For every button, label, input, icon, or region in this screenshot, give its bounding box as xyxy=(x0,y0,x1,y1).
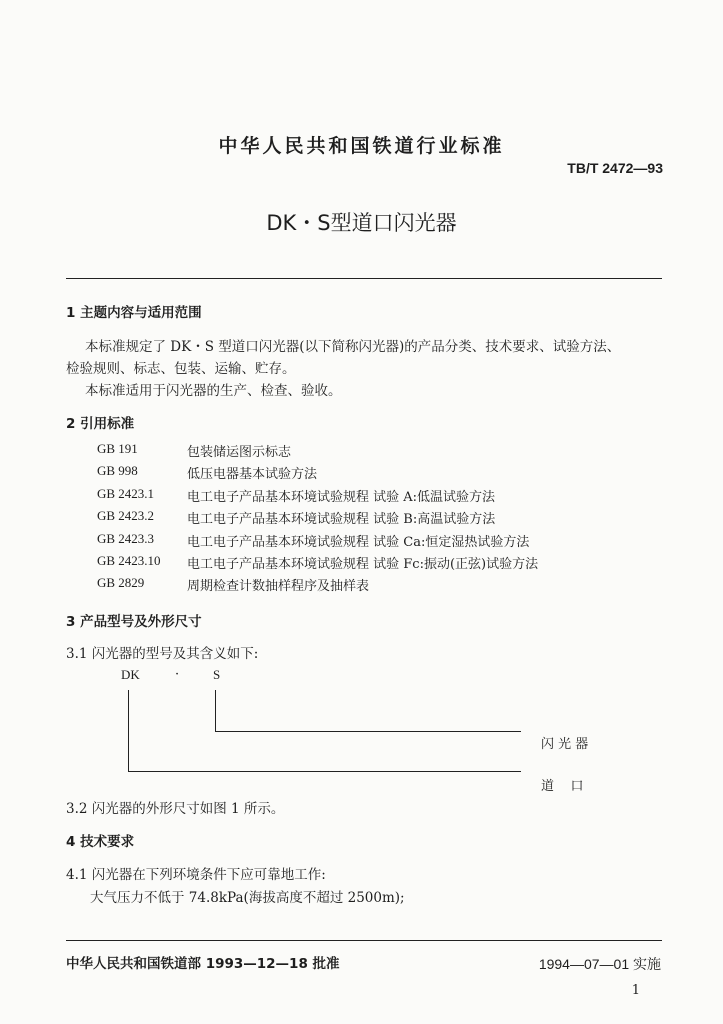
reference-code: GB 2829 xyxy=(97,575,145,591)
reference-title: 周期检查计数抽样程序及抽样表 xyxy=(187,579,370,595)
dk-vertical-line xyxy=(128,690,129,772)
reference-code: GB 998 xyxy=(97,463,138,479)
condition-air-pressure: 大气压力不低于 74.8kPa(海拔高度不超过 2500m); xyxy=(90,890,405,906)
dk-horizontal-line xyxy=(128,771,521,772)
standard-code: TB/T 2472—93 xyxy=(567,160,663,176)
reference-title: 电工电子产品基本环境试验规程 试验 Fc:振动(正弦)试验方法 xyxy=(187,556,539,572)
reference-code: GB 2423.2 xyxy=(97,508,155,524)
clause-3-1: 3.1 闪光器的型号及其含义如下: xyxy=(66,646,259,662)
diagram-s-label: S xyxy=(213,667,221,682)
reference-title: 低压电器基本试验方法 xyxy=(187,467,318,483)
s-meaning-label: 闪 光 器 xyxy=(541,737,589,752)
issuing-authority: 中华人民共和国铁道部 1993—12—18 批准 xyxy=(66,956,340,972)
header-rule xyxy=(66,278,662,279)
reference-title: 电工电子产品基本环境试验规程 试验 A:低温试验方法 xyxy=(187,489,496,505)
document-title: DK・S型道口闪光器 xyxy=(266,211,457,235)
page-number: 1 xyxy=(631,983,640,998)
reference-item xyxy=(97,575,538,597)
section-3-heading: 3 产品型号及外形尺寸 xyxy=(66,614,202,630)
clause-3-2: 3.2 闪光器的外形尺寸如图 1 所示。 xyxy=(66,801,285,817)
reference-item xyxy=(97,553,538,575)
reference-code: GB 191 xyxy=(97,441,138,456)
reference-title: 包装储运图示标志 xyxy=(187,445,292,460)
effective-date: 1994—07—01 实施 xyxy=(538,956,661,972)
s-vertical-line xyxy=(215,690,216,732)
standard-name: 中华人民共和国铁道行业标准 xyxy=(218,135,505,157)
reference-list xyxy=(97,441,538,598)
reference-code: GB 2423.1 xyxy=(97,485,155,501)
clause-4-1: 4.1 闪光器在下列环境条件下应可靠地工作: xyxy=(66,867,326,883)
reference-item xyxy=(97,463,538,485)
section-1-paragraph-line-1: 本标准规定了 DK・S 型道口闪光器(以下简称闪光器)的产品分类、技术要求、试验方法、 xyxy=(85,339,621,355)
reference-item xyxy=(97,441,538,463)
reference-title: 电工电子产品基本环境试验规程 试验 B:高温试验方法 xyxy=(187,512,496,528)
reference-code: GB 2423.10 xyxy=(97,552,161,568)
diagram-dk-label: DK xyxy=(121,667,140,682)
section-1-paragraph-line-2: 检验规则、标志、包装、运输、贮存。 xyxy=(66,361,296,377)
section-1-heading: 1 主题内容与适用范围 xyxy=(66,305,202,321)
diagram-dot-label: · xyxy=(175,667,180,682)
section-2-heading: 2 引用标准 xyxy=(66,416,135,432)
reference-title: 电工电子产品基本环境试验规程 试验 Ca:恒定湿热试验方法 xyxy=(187,534,530,550)
reference-item xyxy=(97,508,538,530)
section-4-heading: 4 技术要求 xyxy=(66,834,135,850)
s-horizontal-line xyxy=(215,731,521,732)
reference-item xyxy=(97,531,538,553)
section-1-paragraph-2: 本标准适用于闪光器的生产、检查、验收。 xyxy=(85,383,342,399)
footer-rule xyxy=(66,940,662,941)
dk-meaning-label: 道 口 xyxy=(541,779,584,794)
reference-item xyxy=(97,486,538,508)
reference-code: GB 2423.3 xyxy=(97,530,155,546)
